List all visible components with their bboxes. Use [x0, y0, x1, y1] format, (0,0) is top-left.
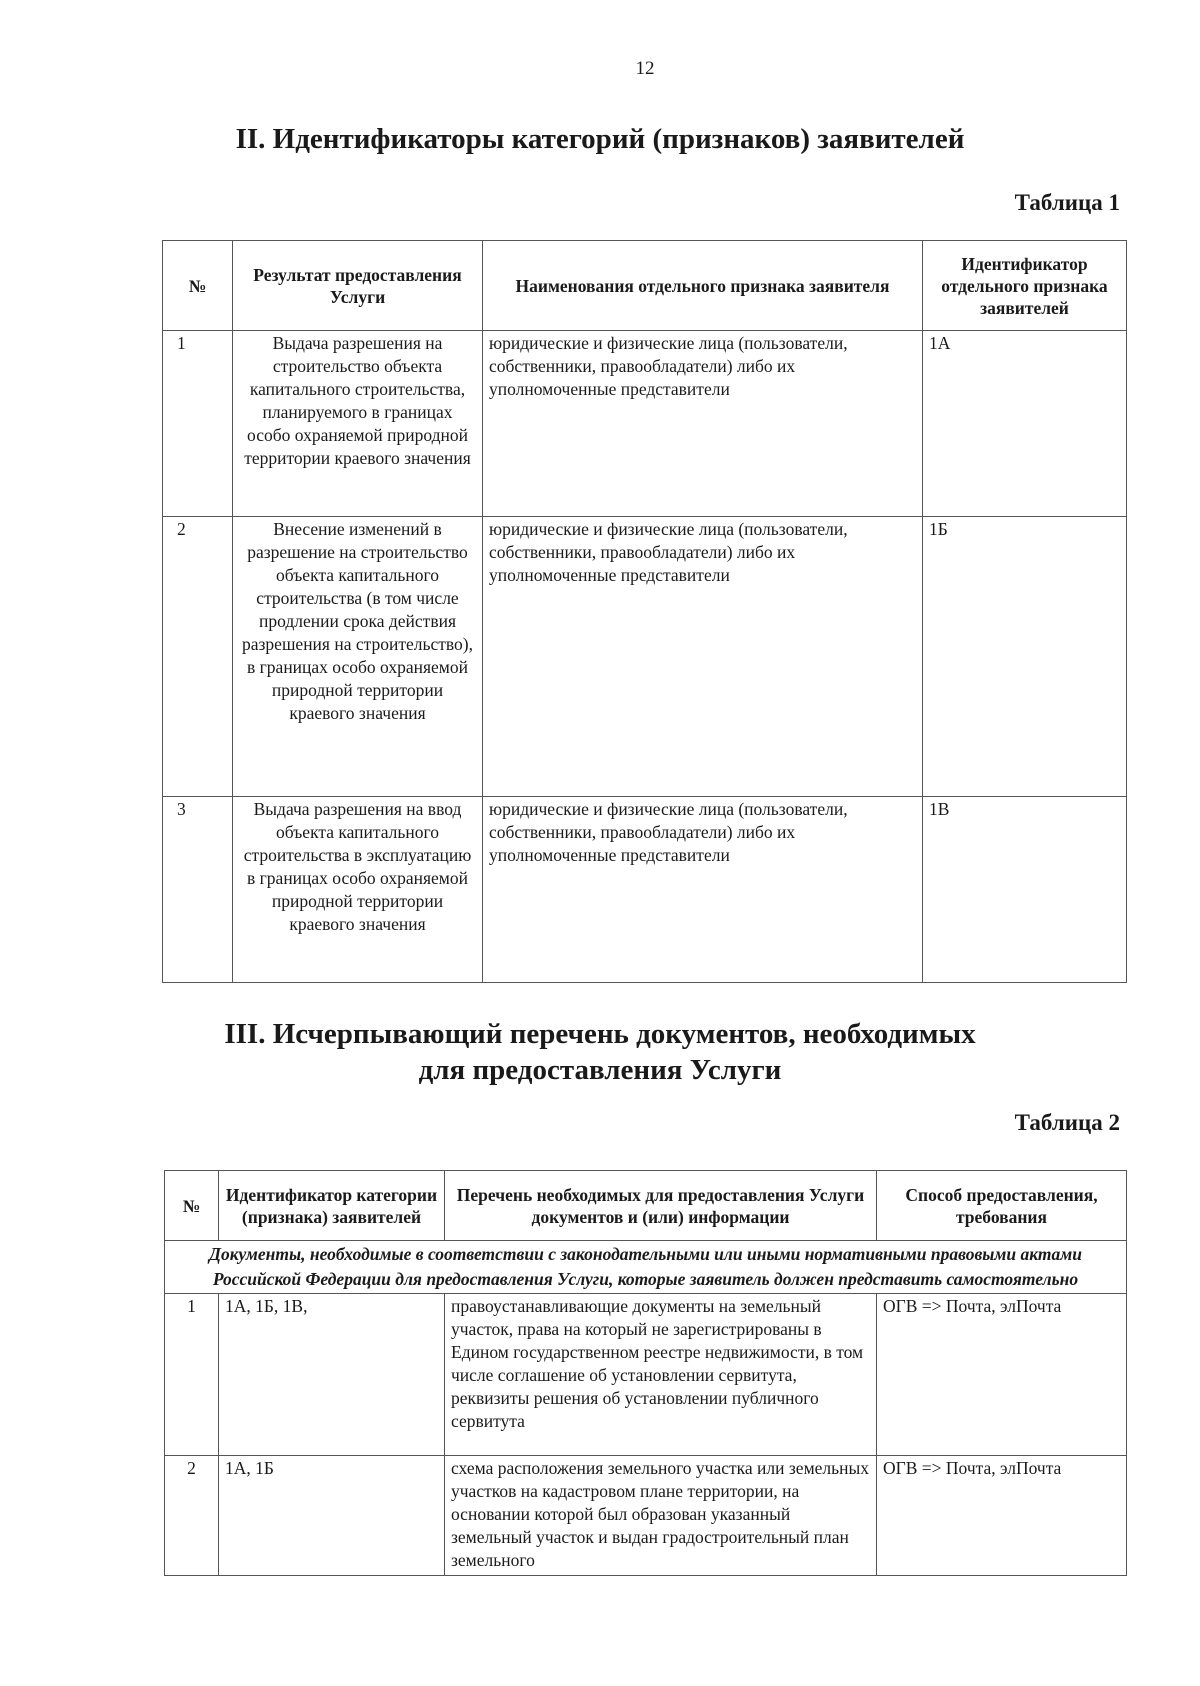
- t1-header-feature: Наименования отдельного признака заявителя: [483, 241, 923, 331]
- table-2-label: Таблица 2: [1014, 1110, 1120, 1135]
- t1-header-id: Идентификатор отдельного признака заявителей: [923, 241, 1127, 331]
- page-number: 12: [635, 58, 655, 79]
- section-3-title-line-1: III. Исчерпывающий перечень документов, необходимых: [224, 1018, 976, 1050]
- t2-category-text: Документы, необходимые в соответствии с законодательными или иными нормативными правовыми актами Российской Федерации для предоставления Услуги, которые заявитель должен представить самостоятельно: [165, 1241, 1127, 1294]
- t1-row-result: Выдача разрешения на строительство объекта капитального строительства, планируемого в границах особо охраняемой природной территории краевого значения: [233, 331, 483, 517]
- t2-row-num: 2: [165, 1456, 219, 1576]
- t1-row-num: 3: [163, 797, 233, 983]
- t2-header-docs: Перечень необходимых для предоставления Услуги документов и (или) информации: [445, 1171, 877, 1241]
- t2-row-docs: правоустанавливающие документы на земельный участок, права на который не зарегистрированы в Едином государственном реестре недвижимости, в том числе соглашение об установлении сервитута, реквизиты решения об установлении публичного сервитута: [445, 1294, 877, 1456]
- t2-row-docs: схема расположения земельного участка или земельных участков на кадастровом плане территории, на основании которой был образован указанный земельный участок и выдан градостроительный план земельного: [445, 1456, 877, 1576]
- t1-row-feature: юридические и физические лица (пользователи, собственники, правообладатели) либо их уполномоченные представители: [483, 797, 923, 983]
- section-3-title-line-2: для предоставления Услуги: [418, 1054, 782, 1086]
- t2-row-method: ОГВ => Почта, элПочта: [877, 1456, 1127, 1576]
- t1-row-feature: юридические и физические лица (пользователи, собственники, правообладатели) либо их уполномоченные представители: [483, 331, 923, 517]
- table-row: [163, 331, 1127, 517]
- t2-row-num: 1: [165, 1294, 219, 1456]
- t2-header-ids: Идентификатор категории (признака) заявителей: [219, 1171, 445, 1241]
- t1-row-result: Выдача разрешения на ввод объекта капитального строительства в эксплуатацию в границах особо охраняемой природной территории краевого значения: [233, 797, 483, 983]
- category-row: [165, 1241, 1127, 1294]
- table-row: [165, 1294, 1127, 1456]
- table-2: [164, 1170, 1127, 1576]
- t2-row-ids: 1А, 1Б: [219, 1456, 445, 1576]
- t2-header-method: Способ предоставления, требования: [877, 1171, 1127, 1241]
- section-2-title: II. Идентификаторы категорий (признаков) заявителей: [235, 123, 965, 155]
- table-row: [165, 1456, 1127, 1576]
- table-row: [163, 797, 1127, 983]
- table-row: [163, 517, 1127, 797]
- t1-header-result: Результат предоставления Услуги: [233, 241, 483, 331]
- t1-row-id: 1В: [923, 797, 1127, 983]
- t1-row-result: Внесение изменений в разрешение на строительство объекта капитального строительства (в том числе продлении срока действия разрешения на строительство), в границах особо охраняемой природной территории краевого значения: [233, 517, 483, 797]
- table-1-label: Таблица 1: [1014, 190, 1120, 215]
- t1-row-feature: юридические и физические лица (пользователи, собственники, правообладатели) либо их уполномоченные представители: [483, 517, 923, 797]
- t1-row-num: 2: [163, 517, 233, 797]
- table-1: [162, 240, 1127, 983]
- t2-row-ids: 1А, 1Б, 1В,: [219, 1294, 445, 1456]
- t1-row-id: 1Б: [923, 517, 1127, 797]
- t1-row-id: 1А: [923, 331, 1127, 517]
- t1-header-num: №: [163, 241, 233, 331]
- t2-header-num: №: [165, 1171, 219, 1241]
- t2-row-method: ОГВ => Почта, элПочта: [877, 1294, 1127, 1456]
- t1-row-num: 1: [163, 331, 233, 517]
